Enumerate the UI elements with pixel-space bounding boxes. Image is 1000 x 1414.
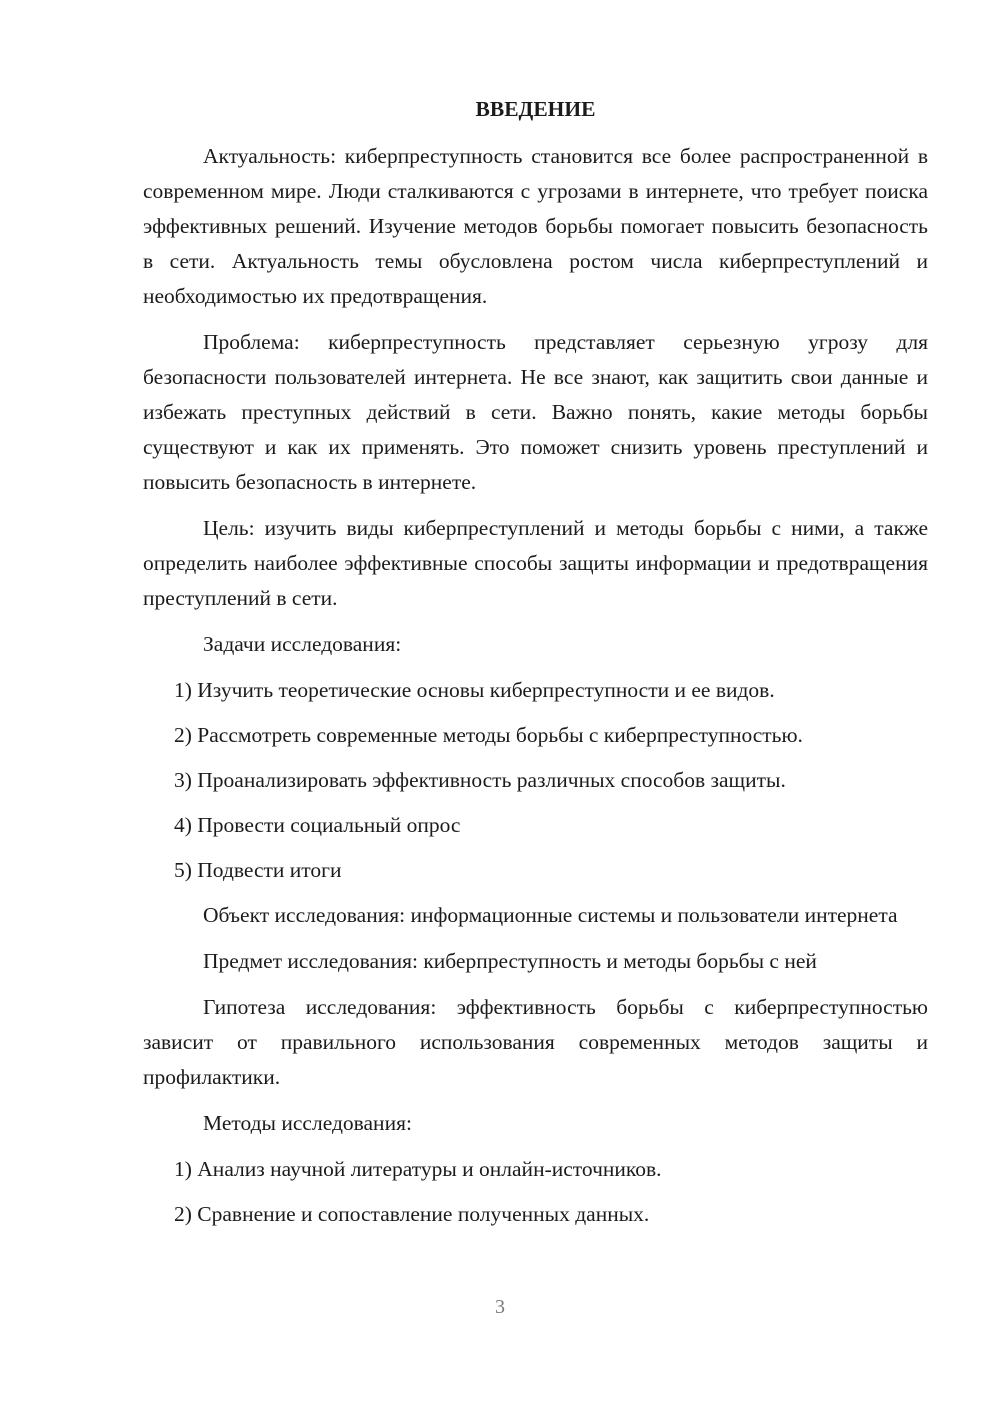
page-title: ВВЕДЕНИЕ	[475, 97, 596, 121]
paragraph-problem: Проблема: киберпреступность представляет серьезную угрозу для безопасности пользователей интернета. Не все знают, как защитить свои данные и избежать преступных действий в сети. Важно понять, какие методы борьбы существуют и как их применять. Это поможет снизить уровень преступлений и повысить безопасность в интернете.	[143, 330, 928, 494]
list-item: 5) Подвести итоги	[174, 858, 342, 882]
paragraph-subject: Предмет исследования: киберпреступность и методы борьбы с ней	[203, 949, 817, 973]
paragraph-object: Объект исследования: информационные системы и пользователи интернета	[203, 903, 898, 927]
list-item: 1) Анализ научной литературы и онлайн-источников.	[174, 1157, 662, 1181]
list-item: 1) Изучить теоретические основы киберпреступности и ее видов.	[174, 678, 775, 702]
page-content	[143, 92, 928, 1242]
list-item: 4) Провести социальный опрос	[174, 813, 461, 837]
list-item: 2) Сравнение и сопоставление полученных данных.	[174, 1202, 650, 1226]
methods-heading: Методы исследования:	[203, 1111, 412, 1135]
paragraph-relevance: Актуальность: киберпреступность становится все более распространенной в современном мире. Люди сталкиваются с угрозами в интернете, что требует поиска эффективных решений. Изучение методов борьбы помогает повысить безопасность в сети. Актуальность темы обусловлена ростом числа киберпреступлений и необходимостью их предотвращения.	[143, 144, 928, 308]
tasks-heading: Задачи исследования:	[203, 632, 402, 656]
list-item: 2) Рассмотреть современные методы борьбы с киберпреступностью.	[174, 723, 803, 747]
paragraph-hypothesis: Гипотеза исследования: эффективность борьбы с киберпреступностью зависит от правильного использования современных методов защиты и профилактики.	[143, 995, 928, 1089]
paragraph-goal: Цель: изучить виды киберпреступлений и методы борьбы с ними, а также определить наиболее эффективные способы защиты информации и предотвращения преступлений в сети.	[143, 516, 928, 610]
list-item: 3) Проанализировать эффективность различных способов защиты.	[174, 768, 786, 792]
page-number: 3	[495, 1296, 505, 1318]
